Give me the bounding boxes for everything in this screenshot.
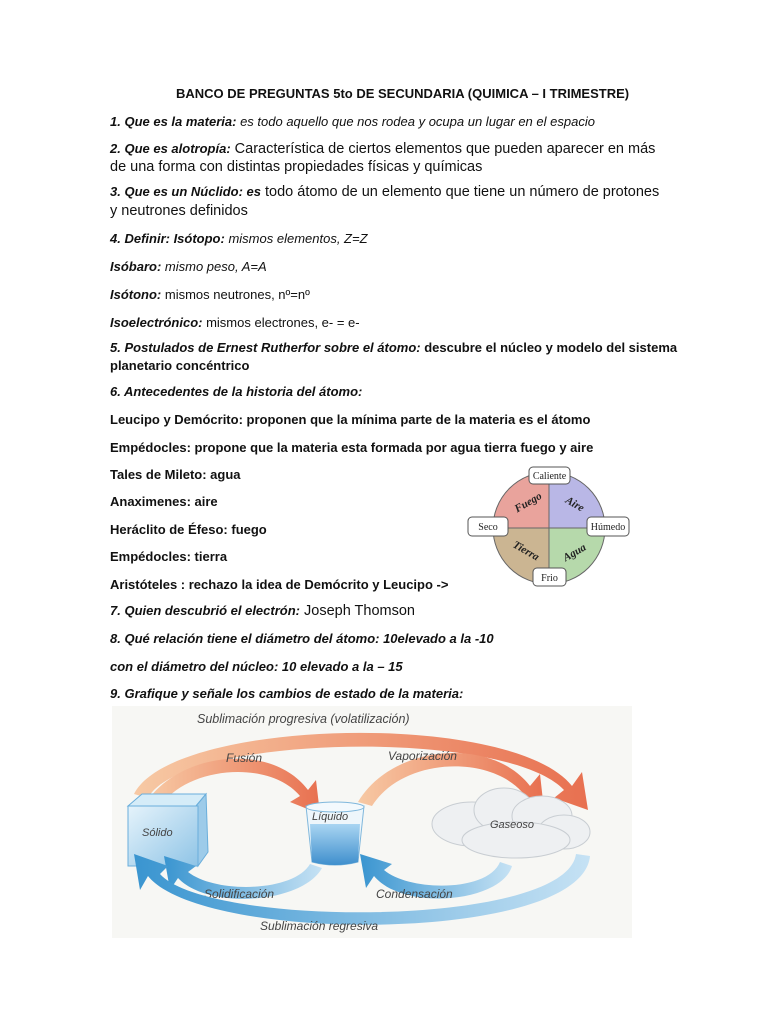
agua-label: Agua: [561, 541, 589, 565]
isoelectronico-line: [110, 315, 360, 330]
history-item: Empédocles: propone que la materia esta formada por agua tierra fuego y aire: [110, 440, 594, 455]
question-2-label: 2. Que es alotropía:: [110, 141, 231, 156]
vaporizacion-label: Vaporización: [388, 749, 457, 763]
question-2-answer-line2: de una forma con distintas propiedades físicas y químicas: [110, 159, 483, 175]
isobaro-definition: mismo peso, A=A: [161, 259, 267, 274]
history-item: Tales de Mileto: agua: [110, 467, 241, 482]
question-3-answer-line2: y neutrones definidos: [110, 203, 248, 219]
question-5: [110, 340, 677, 355]
history-item: Leucipo y Demócrito: proponen que la mínima parte de la materia es el átomo: [110, 412, 591, 427]
isotono-line: [110, 287, 310, 302]
question-7: [110, 603, 415, 619]
history-item: Anaximenes: aire: [110, 494, 218, 509]
condensacion-label: Condensación: [376, 887, 453, 901]
history-item: Aristóteles : rechazo la idea de Demócrito y Leucipo ->: [110, 577, 449, 592]
tierra-label: Tierra: [510, 538, 542, 564]
isotono-label: Isótono:: [110, 287, 162, 302]
history-item: Heráclito de Éfeso: fuego: [110, 522, 267, 537]
question-9-label: 9. Grafique y señale los cambios de estado de la materia:: [110, 686, 464, 701]
isotono-definition: mismos neutrones, nº=nº: [161, 287, 310, 302]
question-5-answer-line2: planetario concéntrico: [110, 358, 250, 373]
question-7-answer: Joseph Thomson: [300, 603, 415, 619]
solidificacion-label: Solidificación: [204, 887, 275, 901]
isobaro-label: Isóbaro:: [110, 259, 162, 274]
frio-label: Frio: [541, 573, 558, 584]
sublimacion-progresiva-label: Sublimación progresiva (volatilización): [197, 712, 410, 726]
question-3: [110, 184, 659, 200]
caliente-label: Caliente: [532, 471, 567, 482]
question-1: [110, 114, 595, 129]
fuego-label: Fuego: [512, 490, 545, 516]
question-8-line1: 8. Qué relación tiene el diámetro del átomo: 10elevado a la -10: [110, 631, 494, 646]
question-4-label: 4. Definir: Isótopo:: [110, 231, 225, 246]
solido-label: Sólido: [142, 827, 173, 839]
question-1-label: 1. Que es la materia:: [110, 114, 237, 129]
seco-label: Seco: [478, 522, 498, 533]
question-3-answer-line1: todo átomo de un elemento que tiene un número de protones: [260, 184, 660, 200]
question-5-answer-line1: descubre el núcleo y modelo del sistema: [420, 340, 678, 355]
liquido-label: Líquido: [312, 811, 349, 823]
question-7-label: 7. Quien descubrió el electrón:: [110, 603, 300, 618]
states-of-matter-diagram: [112, 706, 632, 938]
question-8-line2: con el diámetro del núcleo: 10 elevado a la – 15: [110, 659, 403, 674]
question-4: [110, 231, 368, 246]
fusion-label: Fusión: [226, 751, 263, 765]
question-2: [110, 141, 655, 157]
aire-label: Aire: [563, 494, 587, 515]
question-3-label: 3. Que es un Núclido: es: [110, 184, 261, 199]
four-elements-diagram: [462, 460, 634, 590]
isobaro-line: [110, 259, 267, 274]
isoelectronico-label: Isoelectrónico:: [110, 315, 203, 330]
question-2-answer-line1: Característica de ciertos elementos que pueden aparecer en más: [230, 141, 656, 157]
question-5-label: 5. Postulados de Ernest Rutherfor sobre el átomo:: [110, 340, 421, 355]
question-6-label: 6. Antecedentes de la historia del átomo:: [110, 384, 363, 399]
question-1-answer: es todo aquello que nos rodea y ocupa un lugar en el espacio: [236, 114, 595, 129]
gaseoso-label: Gaseoso: [490, 819, 535, 831]
history-item: Empédocles: tierra: [110, 549, 228, 564]
isoelectronico-definition: mismos electrones, e- = e-: [202, 315, 360, 330]
page-title: BANCO DE PREGUNTAS 5to DE SECUNDARIA (QUIMICA – I TRIMESTRE): [176, 86, 630, 101]
sublimacion-regresiva-label: Sublimación regresiva: [260, 919, 379, 933]
isotopo-definition: mismos elementos, Z=Z: [224, 231, 368, 246]
humedo-label: Húmedo: [590, 522, 626, 533]
